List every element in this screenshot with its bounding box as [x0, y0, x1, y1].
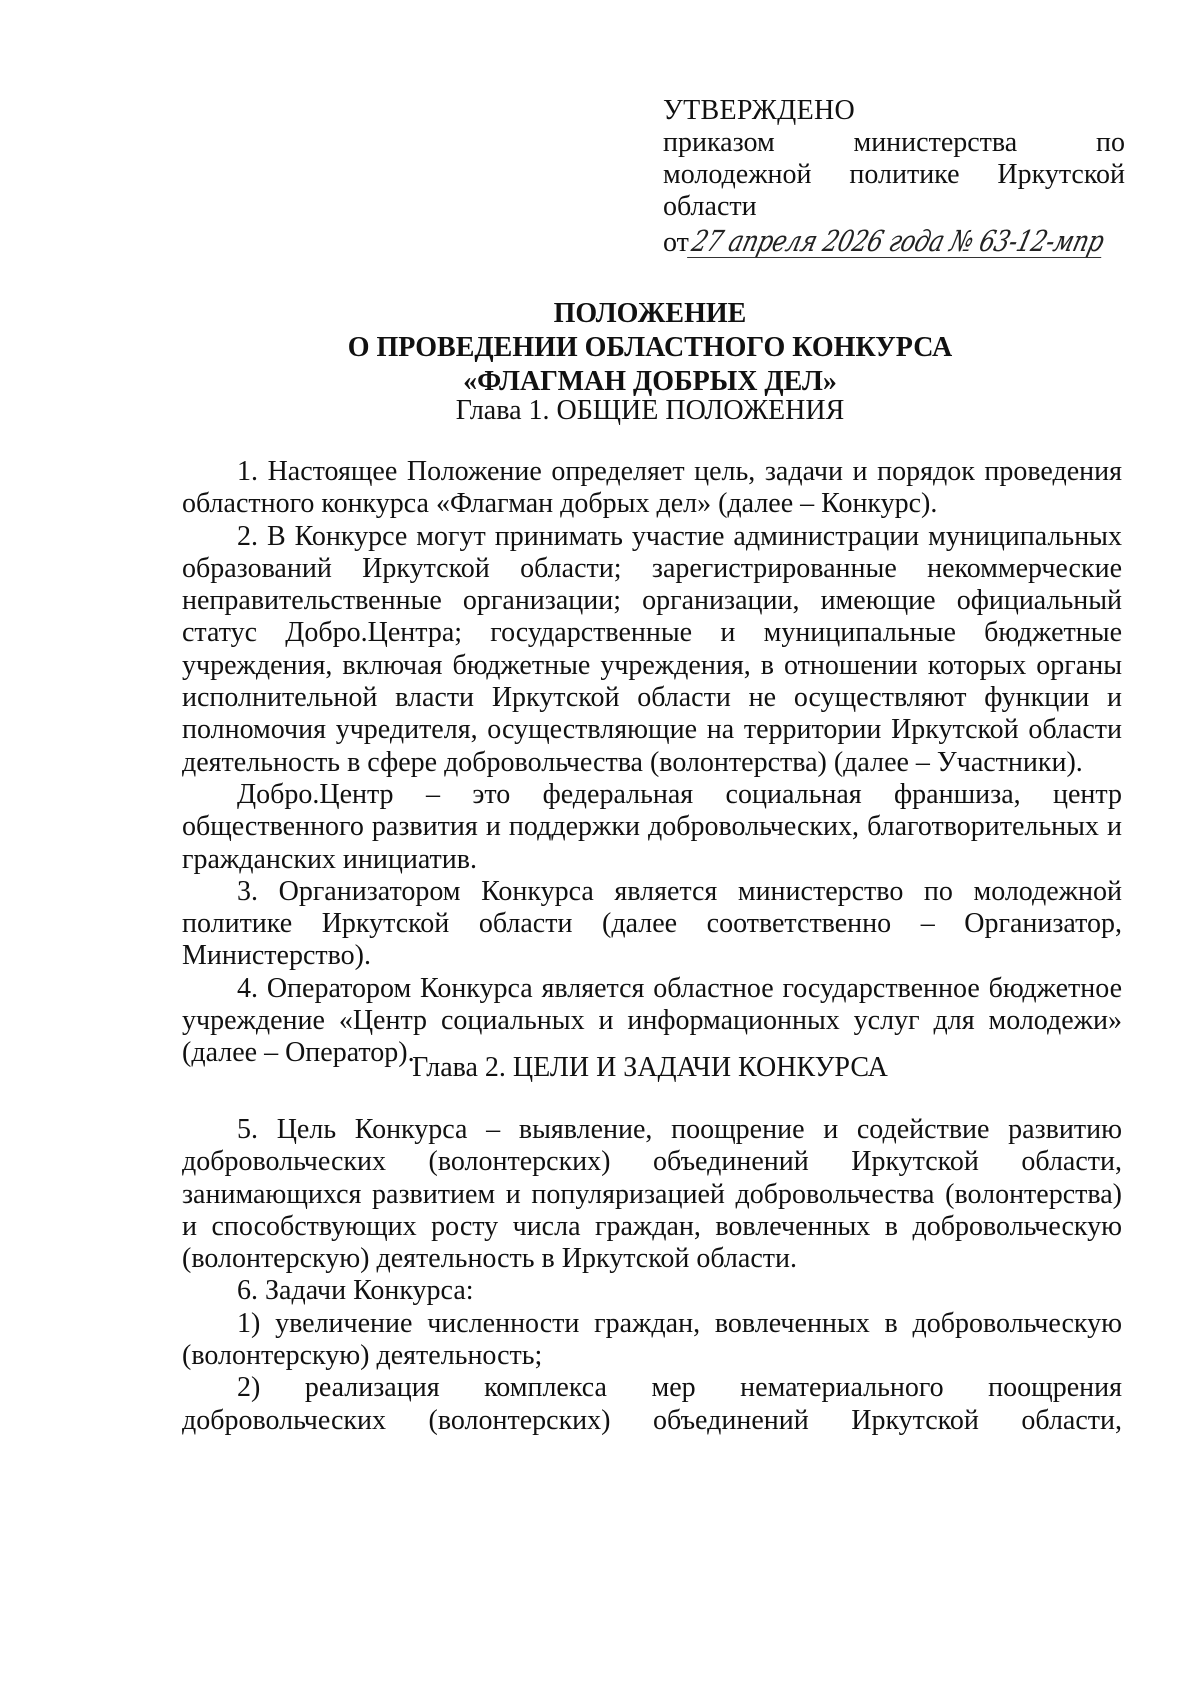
chapter-1-body [182, 456, 1122, 1070]
paragraph: 6. Задачи Конкурса: [237, 1275, 474, 1307]
paragraph: 4. Оператором Конкурса является областное государственное бюджетное учреждение «Центр социальных и информационных услуг для молодежи» (далее – Оператор). [182, 972, 1122, 1069]
paragraph: 3. Организатором Конкурса является министерство по молодежной политике Иркутской области (далее соответственно – Организатор, Министерство). [182, 875, 1122, 972]
approval-order-text: приказом министерства по молодежной политике Иркутской области [663, 127, 1125, 222]
paragraph: Добро.Центр – это федеральная социальная франшиза, центр общественного развития и поддержки добровольческих, благотворительных и гражданских инициатив. [182, 778, 1122, 875]
paragraph: 1) увеличение численности граждан, вовлеченных в добровольческую (волонтерскую) деятельность; [182, 1307, 1122, 1372]
chapter-2-body [182, 1114, 1122, 1437]
handwritten-date-number: 27 апреля 2026 года № 63-12-мпр [688, 224, 1108, 258]
heading-line-1: ПОЛОЖЕНИЕ [553, 298, 747, 329]
paragraph: 1. Настоящее Положение определяет цель, задачи и порядок проведения областного конкурса «Флагман добрых дел» (далее – Конкурс). [182, 456, 1122, 520]
approval-date-line [663, 225, 1125, 261]
approval-date-prefix: от [663, 227, 689, 258]
paragraph: 2) реализация комплекса мер нематериального поощрения добровольческих (волонтерских) объединений Иркутской области, [182, 1372, 1122, 1436]
approval-block [663, 95, 1125, 261]
heading-line-2: О ПРОВЕДЕНИИ ОБЛАСТНОГО КОНКУРСА [347, 332, 953, 363]
document-heading [180, 297, 1120, 399]
paragraph: 5. Цель Конкурса – выявление, поощрение и содействие развитию добровольческих (волонтерских) объединений Иркутской области, занимающихся развитием и популяризацией добровольчества (волонтерства) и способствующих росту числа граждан, вовлеченных в добровольческую (волонтерскую) деятельность в Иркутской области. [182, 1114, 1122, 1275]
chapter-1-title: Глава 1. ОБЩИЕ ПОЛОЖЕНИЯ [455, 395, 845, 426]
approval-title: УТВЕРЖДЕНО [663, 95, 856, 126]
chapter-2-title: Глава 2. ЦЕЛИ И ЗАДАЧИ КОНКУРСА [412, 1052, 888, 1083]
paragraph: 2. В Конкурсе могут принимать участие администрации муниципальных образований Иркутской области; зарегистрированные некоммерческие неправительственные организации; организации, имеющие официальный статус Добро.Центра; государственные и муниципальные бюджетные учреждения, включая бюджетные учреждения, в отношении которых органы исполнительной власти Иркутской области не осуществляют функции и полномочия учредителя, осуществляющие на территории Иркутской области деятельность в сфере добровольчества (волонтерства) (далее – Участники). [182, 520, 1122, 778]
heading-line-3: «ФЛАГМАН ДОБРЫХ ДЕЛ» [463, 366, 837, 397]
